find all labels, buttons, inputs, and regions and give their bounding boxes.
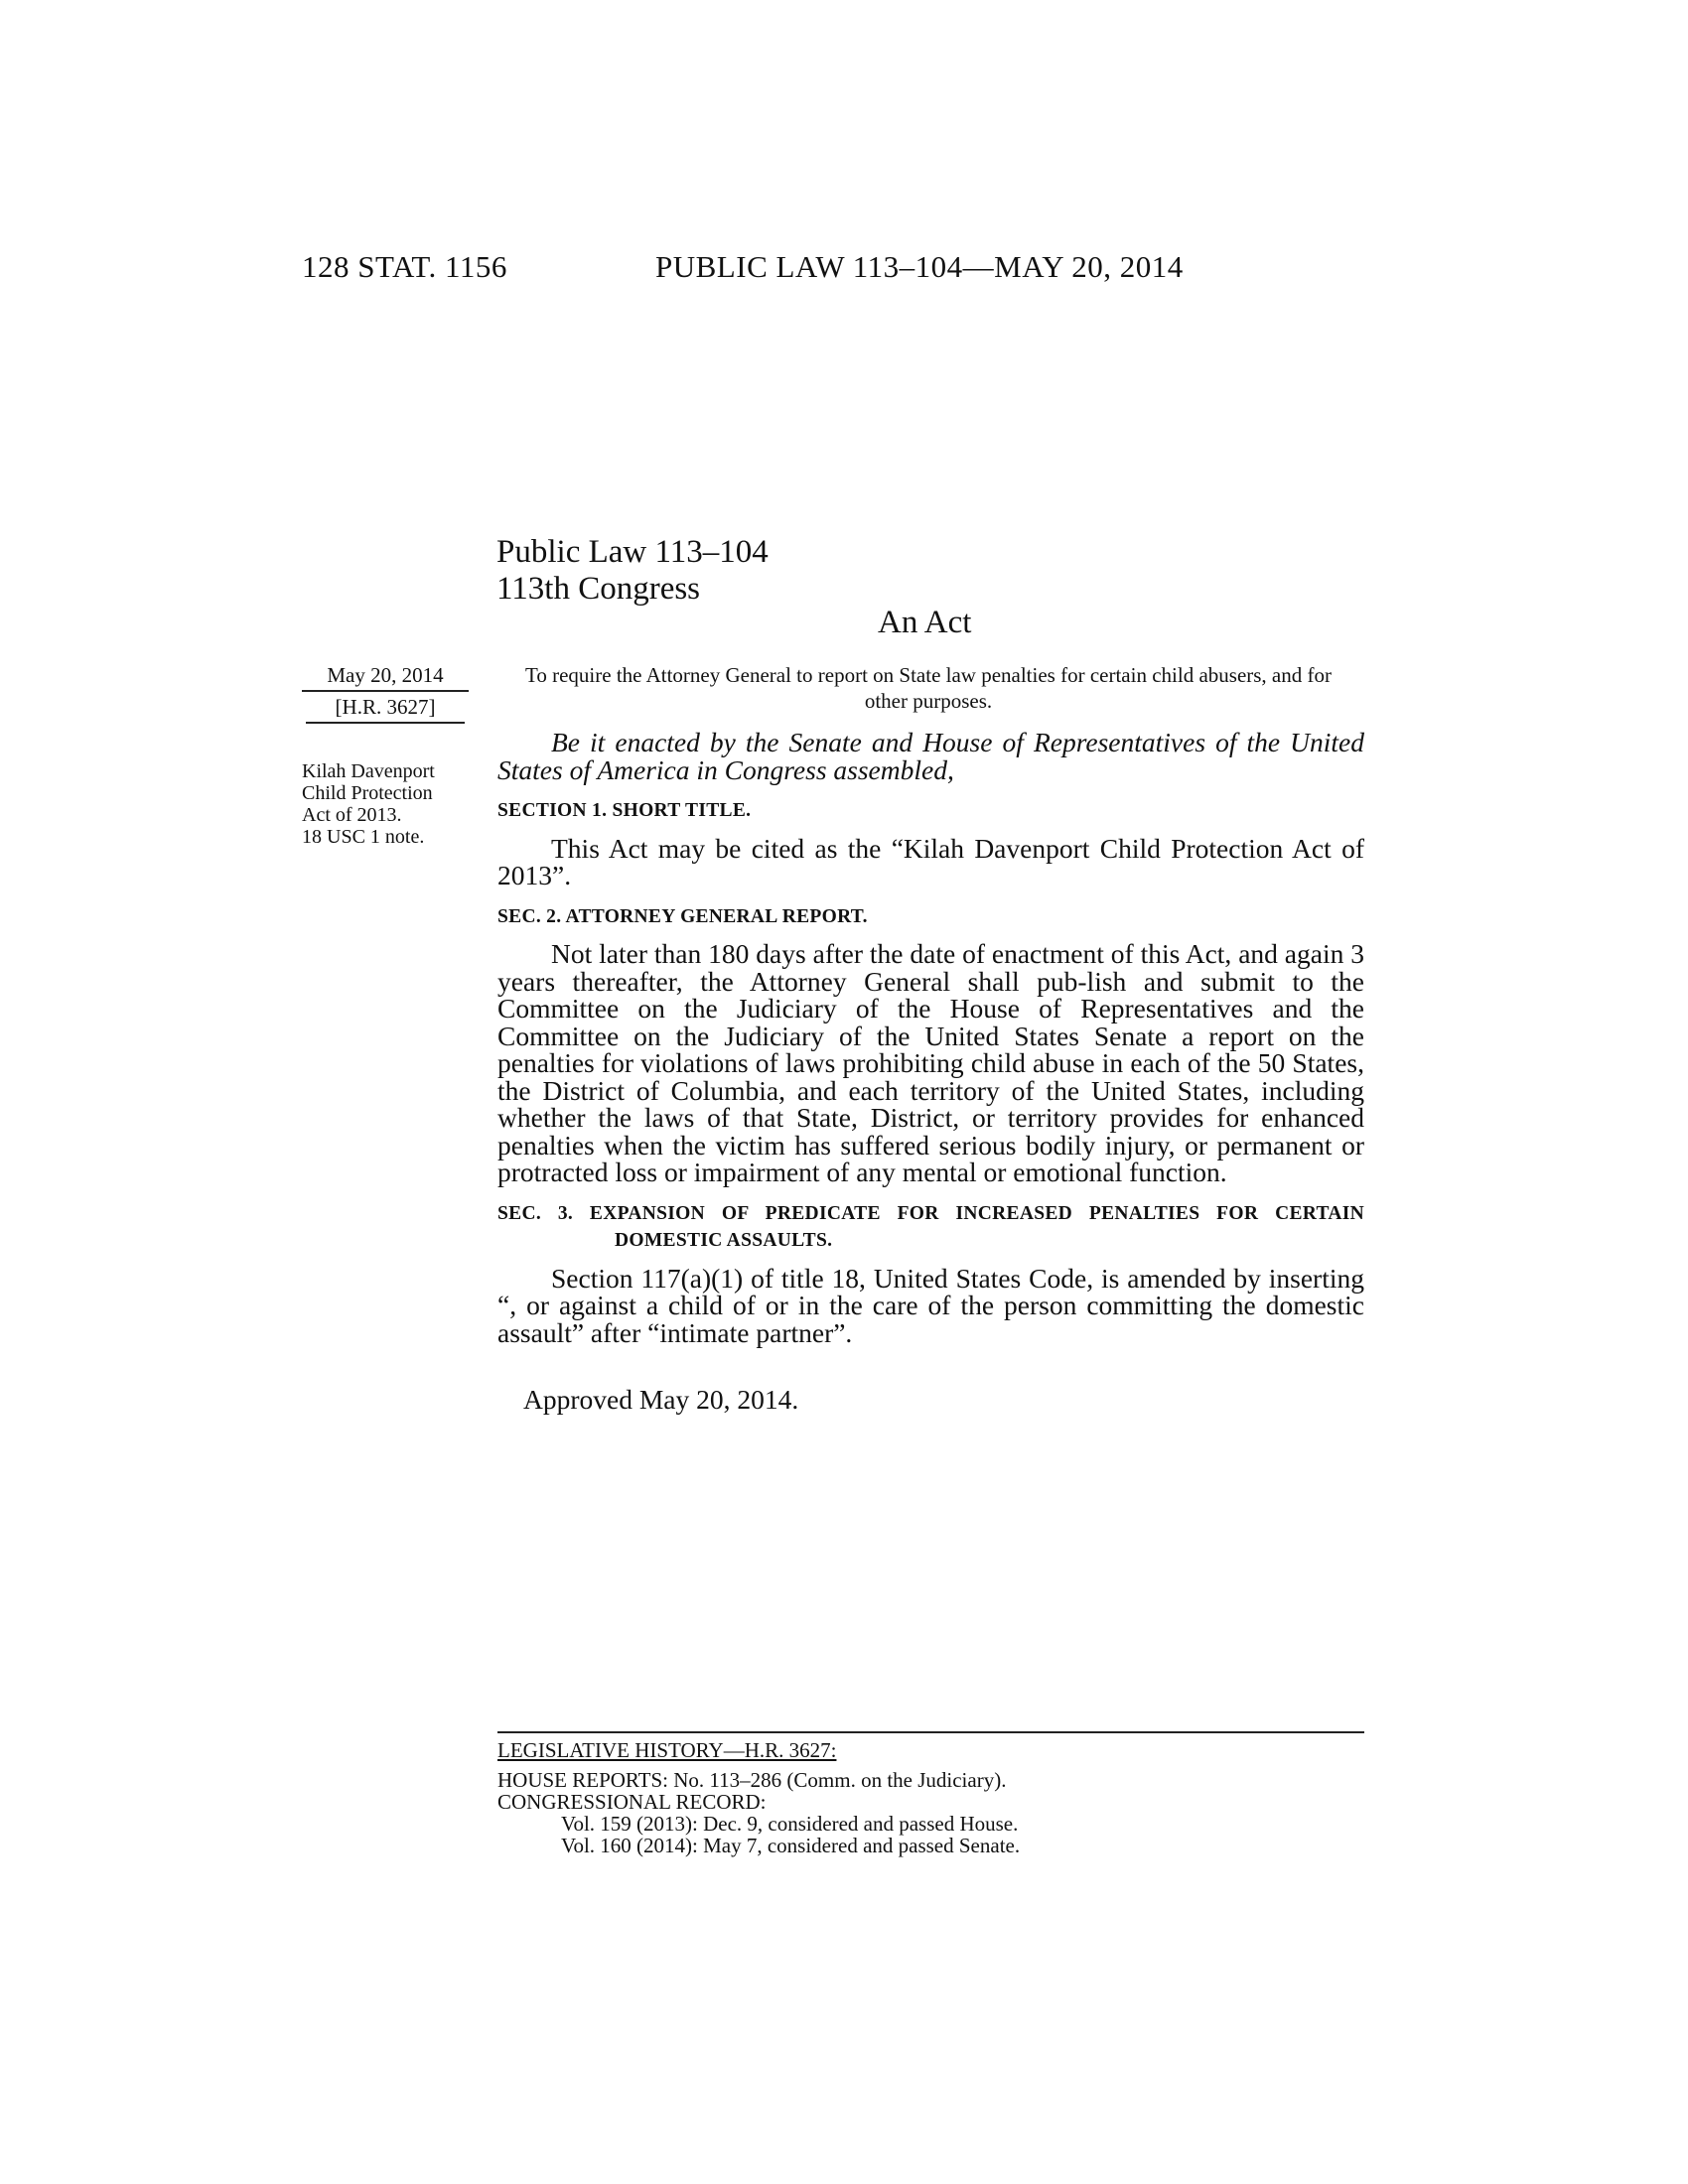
section-heading: SEC. 2. ATTORNEY GENERAL REPORT. bbox=[497, 905, 868, 927]
act-purpose: To require the Attorney General to report on State law penalties for certain child abusers, and for other purposes. bbox=[525, 663, 1332, 713]
enacting-clause: Be it enacted by the Senate and House of Representatives of the United States of America in Congress assembled, bbox=[497, 727, 1364, 785]
margin-date-block bbox=[302, 662, 469, 724]
congressional-record: CONGRESSIONAL RECORD: bbox=[497, 1790, 767, 1814]
public-law-number: Public Law 113–104 bbox=[496, 534, 769, 570]
public-law-title bbox=[496, 534, 769, 608]
section-heading: SECTION 1. SHORT TITLE. bbox=[497, 800, 752, 821]
section-text: Section 117(a)(1) of title 18, United States Code, is amended by inserting “, or against a child of or in the care of the person committing the domestic assault” after “intimate partner”. bbox=[497, 1262, 1364, 1348]
margin-bill-number: [H.R. 3627] bbox=[306, 692, 465, 724]
page-stat-citation: 128 STAT. 1156 bbox=[302, 249, 507, 284]
legislative-history-title: LEGISLATIVE HISTORY—H.R. 3627: bbox=[497, 1738, 837, 1762]
running-header: PUBLIC LAW 113–104—MAY 20, 2014 bbox=[655, 249, 1184, 284]
approved-date: Approved May 20, 2014. bbox=[523, 1384, 799, 1415]
margin-note-line: Child Protection bbox=[302, 782, 433, 804]
record-volume: Vol. 160 (2014): May 7, considered and passed Senate. bbox=[561, 1834, 1021, 1857]
section-heading: SEC. 3. EXPANSION OF PREDICATE FOR INCREASED PENALTIES FOR CERTAIN DOMESTIC ASSAULTS. bbox=[497, 1202, 1364, 1251]
congress-number: 113th Congress bbox=[496, 571, 701, 607]
section-text: Not later than 180 days after the date of enactment of this Act, and again 3 years thereafter, the Attorney General shall pub-lish and submit to the Committee on the Judiciary of the House of Representatives and the Committee on the Judiciary of the United States Senate a report on the penalties for violations of laws prohibiting child abuse in each of the 50 States, the District of Columbia, and each territory of the United States, including whether the laws of that State, District, or territory provides for enhanced penalties when the victim has suffered serious bodily injury, or permanent or protracted loss or impairment of any mental or emotional function. bbox=[497, 938, 1364, 1187]
house-reports: HOUSE REPORTS: No. 113–286 (Comm. on the Judiciary). bbox=[497, 1768, 1007, 1792]
margin-note-line: Act of 2013. bbox=[302, 804, 402, 826]
section-text: This Act may be cited as the “Kilah Davenport Child Protection Act of 2013”. bbox=[497, 832, 1364, 890]
act-body bbox=[497, 729, 1364, 1414]
margin-note-line: 18 USC 1 note. bbox=[302, 826, 425, 848]
an-act-heading: An Act bbox=[878, 605, 972, 640]
record-volume: Vol. 159 (2013): Dec. 9, considered and passed House. bbox=[561, 1812, 1019, 1836]
margin-date: May 20, 2014 bbox=[302, 662, 469, 692]
margin-note bbox=[302, 760, 471, 848]
margin-note-line: Kilah Davenport bbox=[302, 760, 435, 782]
legislative-history bbox=[497, 1731, 1364, 1856]
